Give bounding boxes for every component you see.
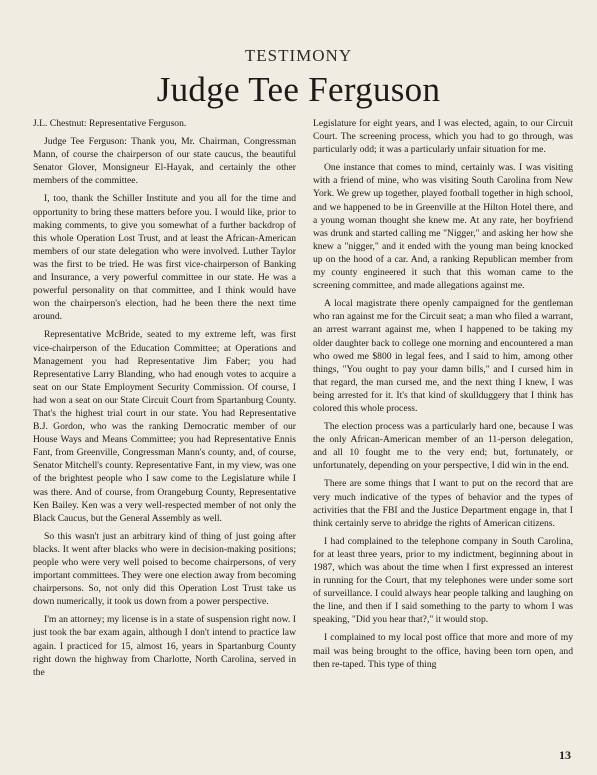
paragraph: A local magistrate there openly campaigned for the gentleman who ran against me for the Circuit seat; a man who filed a warrant, an arrest warrant against me, when I happened to be taking my older daughter back to college one morning and encountered a man who owed me $800 in legal fees, and I said to him, among other things, "You ought to pay your damn bills," and I cursed him in that regard, the man cursed me, and the next thing I knew, I was being arrested for it. It's that kind of skullduggery that I think has colored this whole process.: [313, 298, 573, 414]
paragraph: So this wasn't just an arbitrary kind of thing of just going after blacks. It went after blacks who were in decision-making positions; people who were very well poised to become chairpersons, of very important committees. They were one election away from becoming chairpersons. So, not only did this Operation Lost Trust take us down numerically, it took us down from a power perspective.: [33, 530, 296, 608]
paragraph: I complained to my local post office that more and more of my mail was being brought to the office, having been torn open, and then re-taped. This type of thing: [313, 632, 573, 670]
paragraph: I, too, thank the Schiller Institute and you all for the time and opportunity to bring these matters before you. I would like, prior to making comments, to give you somewhat of a further backdrop of this whole Operation Lost Trust, and at least the African-American members of our state delegation who were involved. Luther Taylor was the first to be tried. He was first vice-chairperson of Banking and Insurance, a very powerful committee in our state. He was a powerful personality on that committee, and I think would have won the chairperson's election, had he been there the next time around.: [33, 193, 296, 323]
section-kicker: TESTIMONY: [244, 46, 353, 65]
paragraph: J.L. Chestnut: Representative Ferguson.: [33, 118, 187, 129]
paragraph: Legislature for eight years, and I was elected, again, to our Circuit Court. The screening process, which you had to go through, was particularly odd; it was a particularly unfair situation for me.: [313, 118, 573, 156]
left-column: [33, 117, 296, 684]
paragraph: One instance that comes to mind, certainly was. I was visiting with a friend of mine, who was visiting South Carolina from New York. We grew up together, played football together in high school, and we happened to be in Greenville at the Hilton Hotel there, and a young woman thought she knew me. At any rate, her boyfriend was drunk and started calling me "Nigger," and asking her how she knew a "nigger," and it ended with the young man being knocked up on the hood of a car. And, a ranking Republican member from my county engineered it such that this woman came to the screening committee, and made allegations against me.: [313, 162, 573, 292]
paragraph: There are some things that I want to put on the record that are very much indicative of the types of behavior and the types of activities that the FBI and the Justice Department engage in, that I think certainly serve to abridge the rights of American citizens.: [313, 478, 573, 529]
page-number: 13: [559, 748, 571, 762]
paragraph: The election process was a particularly hard one, because I was the only African-American member of an 11-person delegation, and all 10 fought me to the very end; but, fortunately, or unfortunately, depending on your perspective, I did win in the end.: [313, 421, 573, 472]
paragraph: Representative McBride, seated to my extreme left, was first vice-chairperson of the Education Committee; at Operations and Management you had Representative Jim Faber; you had Representative Larry Blanding, who had enough votes to acquire a seat on our State Employment Security Commission. Of course, I had won a seat on our State Circuit Court from Spartanburg County. That's the highest trial court in our state. You had Representative B.J. Gordon, who was the ranking Democratic member of our House Ways and Means Committee; you had Representative Ennis Fant, from Greenville, Congressman Mann's county, and, of course, Senator Mitchell's county. Representative Fant, in my view, was one of the brightest people who I saw come to the Legislature while I was there. And of course, from Orangeburg County, Representative Ken Bailey. Ken was a very well-respected member of not only the Black Caucus, but the General Assembly as well.: [33, 329, 296, 524]
article-title: Judge Tee Ferguson: [156, 70, 441, 109]
paragraph: Judge Tee Ferguson: Thank you, Mr. Chairman, Congressman Mann, of course the chairperson of our state caucus, the beautiful Senator Glover, Monsigneur El-Hayak, and certainly the other members of the committee.: [33, 136, 296, 187]
paragraph: I had complained to the telephone company in South Carolina, for at least three years, prior to my indictment, beginning about in 1987, which was about the time when I first expressed an interest in running for the Court, that my telephones were under some sort of surveillance. I could always hear people talking and laughing on the line, and then if I said something to the party to whom I was speaking, "Did you hear that?," it would stop.: [313, 535, 573, 626]
right-column: [313, 117, 573, 676]
paragraph: I'm an attorney; my license is in a state of suspension right now. I just took the bar exam again, although I don't intend to practice law again. I practiced for 15, almost 16, years in Spartanburg County right down the highway from Charlotte, North Carolina, served in the: [33, 614, 296, 678]
